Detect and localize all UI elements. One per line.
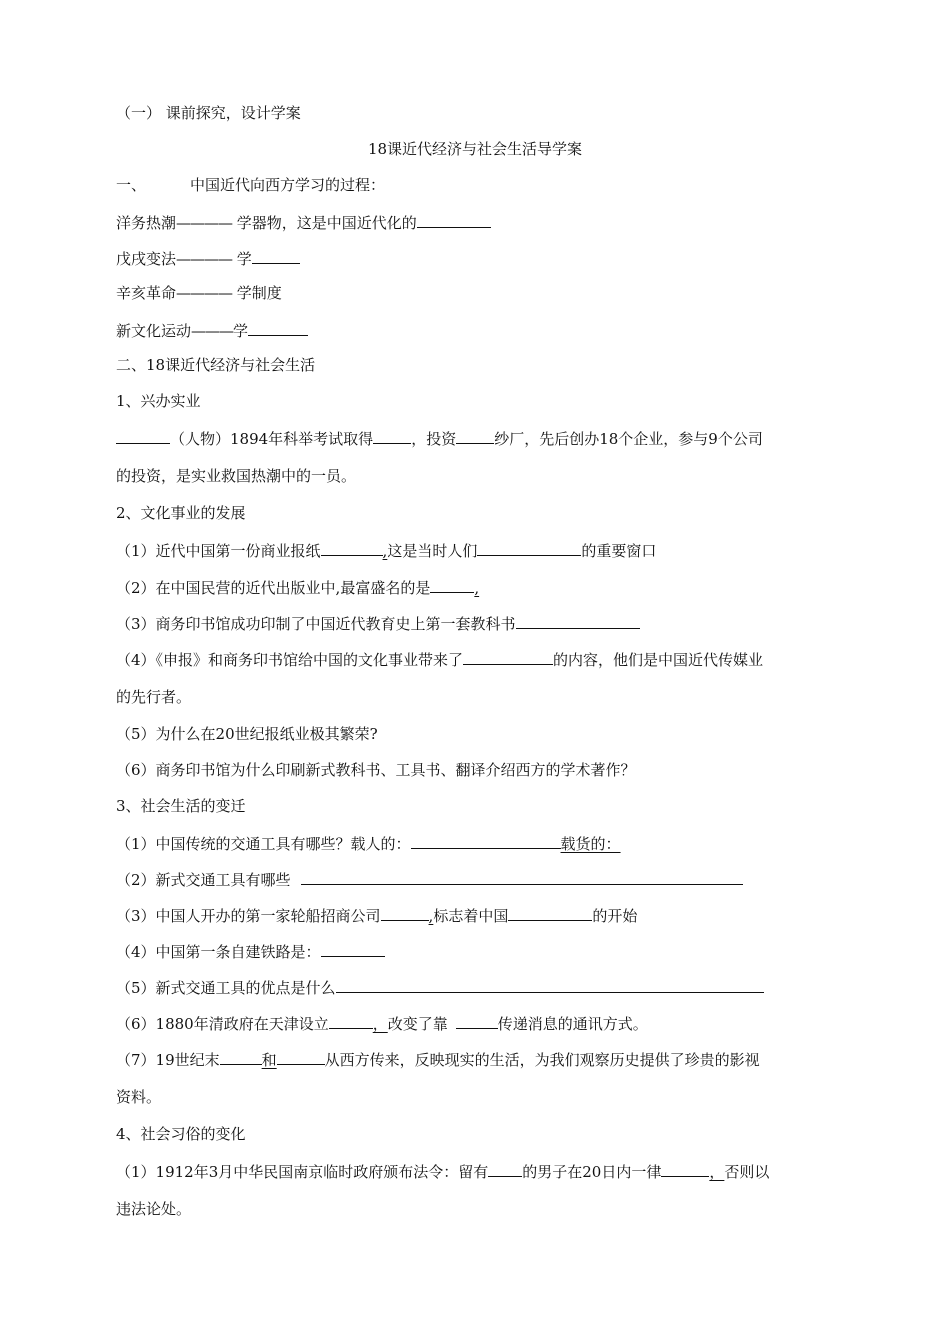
s1-heading: 1、兴办实业 <box>116 392 201 410</box>
part1-row-2: 戊戌变法———— 学 <box>116 247 300 269</box>
blank <box>381 904 429 921</box>
s2-q1: （1）近代中国第一份商业报纸 ,这是当时人们 的重要窗口 <box>116 539 656 561</box>
s3-q4: （4）中国第一条自建铁路是： <box>116 940 385 962</box>
s3-heading: 3、社会生活的变迁 <box>116 797 246 815</box>
blank <box>456 1012 498 1029</box>
blank <box>463 648 553 665</box>
blank <box>477 539 581 556</box>
blank <box>301 868 743 885</box>
s2-q6: （6）商务印书馆为什么印刷新式教科书、工具书、翻译介绍西方的学术著作？ <box>116 761 636 779</box>
blank <box>456 427 494 444</box>
blank <box>277 1048 325 1065</box>
s2-q2: （2）在中国民营的近代出版业中,最富盛名的是 , <box>116 576 479 598</box>
blank <box>248 319 308 336</box>
blank <box>430 576 474 593</box>
blank <box>116 427 170 444</box>
part1-row-3: 辛亥革命———— 学制度 <box>116 284 282 302</box>
s3-q3: （3）中国人开办的第一家轮船招商公司 ,标志着中国 的开始 <box>116 904 637 926</box>
blank <box>661 1160 709 1177</box>
section-heading: （一） 课前探究，设计学案 <box>116 104 301 122</box>
blank <box>417 211 491 228</box>
s2-q4-cont: 的先行者。 <box>116 688 192 706</box>
s3-q2: （2）新式交通工具有哪些 <box>116 868 743 890</box>
s3-q1: （1）中国传统的交通工具有哪些？载人的： 载货的： <box>116 832 621 854</box>
document-title: 18课近代经济与社会生活导学案 <box>367 140 583 158</box>
s2-q3: （3）商务印书馆成功印制了中国近代教育史上第一套教科书 <box>116 612 640 634</box>
blank <box>321 539 383 556</box>
blank <box>321 940 385 957</box>
s3-q7: （7）19世纪末 和 从西方传来，反映现实的生活，为我们观察历史提供了珍贵的影视 <box>116 1048 760 1070</box>
s1-line-1: （人物）1894年科举考试取得 ，投资 纱厂，先后创办18个企业，参与9个公司 <box>116 427 763 449</box>
blank <box>220 1048 262 1065</box>
s3-q6: （6）1880年清政府在天津设立 ，改变了靠 传递消息的通讯方式。 <box>116 1012 648 1034</box>
s2-heading: 2、文化事业的发展 <box>116 504 246 522</box>
s3-q7-cont: 资料。 <box>116 1088 162 1106</box>
part2-heading: 二、18课近代经济与社会生活 <box>116 356 316 374</box>
s4-heading: 4、社会习俗的变化 <box>116 1125 246 1143</box>
blank <box>252 247 300 264</box>
part1-row-4: 新文化运动———学 <box>116 319 308 341</box>
part1-row-1: 洋务热潮———— 学器物，这是中国近代化的 <box>116 211 491 233</box>
blank <box>329 1012 373 1029</box>
blank <box>373 427 411 444</box>
part1-heading-text: 中国近代向西方学习的过程： <box>190 176 386 194</box>
blank <box>411 832 561 849</box>
s3-q5: （5）新式交通工具的优点是什么 <box>116 976 764 998</box>
blank <box>508 904 592 921</box>
s4-q1-cont: 违法论处。 <box>116 1200 192 1218</box>
part1-number: 一、 <box>116 176 147 194</box>
blank <box>516 612 640 629</box>
s2-q4: （4）《申报》和商务印书馆给中国的文化事业带来了 的内容，他们是中国近代传媒业 <box>116 648 763 670</box>
s1-line-2: 的投资，是实业救国热潮中的一员。 <box>116 467 357 485</box>
s4-q1: （1）1912年3月中华民国南京临时政府颁布法令：留有 的男子在20日内一律 ，否则以 <box>116 1160 769 1182</box>
blank <box>336 976 764 993</box>
s2-q5: （5）为什么在20世纪报纸业极其繁荣? <box>116 725 378 743</box>
blank <box>488 1160 522 1177</box>
part1-heading <box>116 175 385 195</box>
